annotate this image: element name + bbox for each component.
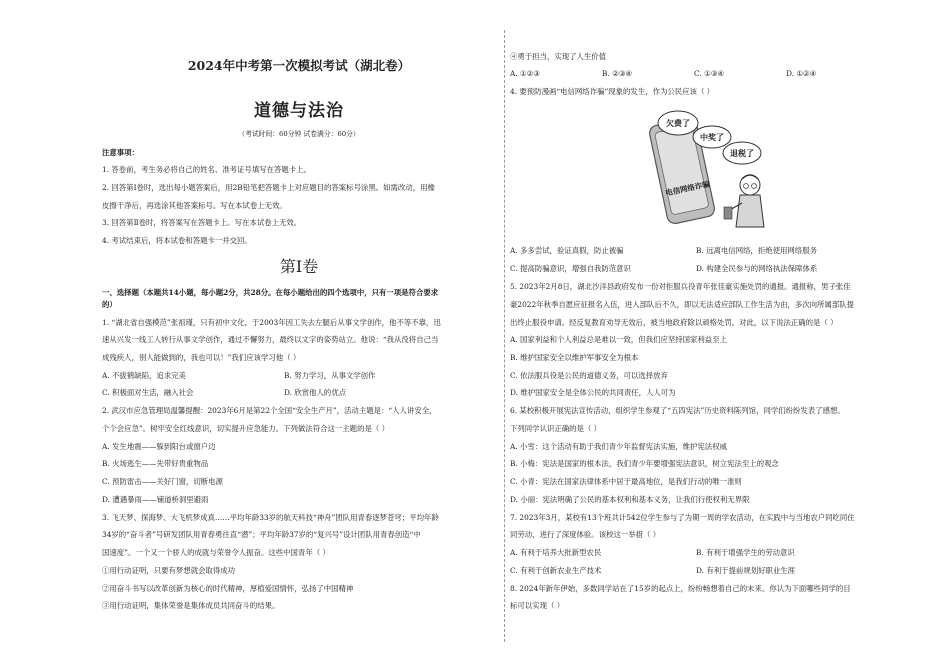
question-8-line: 标可以实现（ ） — [510, 601, 565, 610]
q6-option-c[interactable]: C. 小青：宪法在国家法律体系中居于最高地位，是我们行动的唯一准则 — [510, 477, 742, 486]
q3-statement: ③用行动证明，集体荣誉是集体成员共同奋斗的结果。 — [102, 601, 280, 610]
q1-option-a[interactable]: A. 不拔鹤缺陷，追求完美 — [102, 371, 186, 380]
q2-option-d[interactable]: D. 遭遇暴雨——铺道桥洞里避雨 — [102, 495, 209, 504]
q7-option-a[interactable]: A. 有利于培养大批新型农民 — [510, 548, 602, 557]
fraud-cartoon — [630, 103, 780, 233]
q3-option-c[interactable]: C. ①③④ — [694, 69, 724, 78]
q3-option-b[interactable]: B. ②③④ — [602, 69, 633, 78]
note-line: 1. 答卷前，考生务必将自己的姓名、准考证号填写在答题卡上。 — [102, 165, 311, 174]
q1-option-d[interactable]: D. 欣赏他人的优点 — [284, 388, 347, 397]
bubble-text: 中奖了 — [700, 133, 724, 142]
question-1-line: 速从兴发一线工人转行从事文学创作，通过不懈努力，最终以文字的姿势站立。他说：“我从没将自己当 — [102, 335, 439, 344]
q5-option-a[interactable]: A. 国家利益和个人利益总是难以一致，但我们应坚持国家利益至上 — [510, 335, 727, 344]
question-6-line: 下列同学认识正确的是（ ） — [510, 424, 602, 433]
q4-option-a[interactable]: A. 多多尝试，验证真假，防止被骗 — [510, 246, 624, 255]
q1-option-c[interactable]: C. 积极面对生活，融入社会 — [102, 388, 194, 397]
column-divider — [504, 30, 505, 642]
bubble-text: 退税了 — [730, 149, 754, 158]
question-8-line: 8. 2024年新年伊始，多数同学站在了15岁的起点上，纷纷畅想着自己的未来。你认为下面哪些同学的目 — [510, 584, 851, 593]
q4-option-d[interactable]: D. 构建全民参与的网络执法保障体系 — [696, 264, 818, 273]
q4-option-b[interactable]: B. 远离电信网络，拒绝使用网络服务 — [696, 246, 817, 255]
q7-option-d[interactable]: D. 有利于提前规划好职业生涯 — [696, 566, 796, 575]
q5-option-b[interactable]: B. 维护国家安全以维护军事安全为根本 — [510, 353, 639, 362]
q3-statement: ②用奋斗书写以改革创新为核心的时代精神，厚植爱国情怀，弘扬了中国精神 — [102, 584, 354, 593]
part-title: 第Ⅰ卷 — [279, 257, 319, 276]
question-1-line: 1. “湖北省自强模范”张祖瑾，只有初中文化，于2003年因工失去左腿后从事文学创作，他不等不靠，迅 — [102, 318, 441, 327]
section-heading: 的） — [102, 300, 117, 309]
q5-option-c[interactable]: C. 依法服兵役是公民的道德义务，可以选择放弃 — [510, 371, 668, 380]
q3-statement: ①用行动证明，只要有梦想就会取得成功 — [102, 566, 236, 575]
note-line: 2. 回答第Ⅰ卷时，选出每小题答案后，用2B铅笔把答题卡上对应题目的答案标号涂黑。如需改动，用橡 — [102, 183, 435, 192]
note-line: 皮擦干净后，再选涂其他答案标号。写在本试卷上无效。 — [102, 201, 287, 210]
q2-option-b[interactable]: B. 火场逃生——先带好贵重物品 — [102, 459, 209, 468]
section-heading: 一、选择题（本题共14小题，每小题2分，共28分。在每小题给出的四个选项中，只有一项是符合要求 — [102, 288, 439, 297]
question-3-line: 3. 飞天梦、探海梦、大飞机梦成真……平均年龄33岁的航天科技“神舟”团队用青春逐梦苍穹；平均年龄 — [102, 513, 439, 522]
q3-statement: ④勇于担当，实现了人生价值 — [510, 52, 607, 61]
note-line: 3. 回答第Ⅱ卷时，将答案写在答题卡上。写在本试卷上无效。 — [102, 218, 302, 227]
q3-option-d[interactable]: D. ①②④ — [786, 69, 817, 78]
q2-option-c[interactable]: C. 预防雷击——关好门窗，切断电源 — [102, 477, 223, 486]
question-4-line: 4. 要预防漫画“电信网络诈骗”现象的发生，作为公民应该（ ） — [510, 87, 715, 96]
question-3-line: 34岁的“奋斗者”号研发团队用青春勇往直“潜”；平均年龄37岁的“复兴号”设计团队用青春创造“中 — [102, 530, 421, 539]
question-5-line: 豪2022年秋季自愿应征报名入伍，进入部队后不久，即以无法适应部队工作生活为由，多次向所属部队提 — [510, 300, 855, 309]
q6-option-a[interactable]: A. 小雪：这个活动有助于我们青少年监督宪法实施，维护宪法权威 — [510, 442, 727, 451]
time-info: （考试时间：60分钟 试卷满分：60分） — [238, 130, 360, 138]
phone-label: 电信网络诈骗 — [664, 179, 711, 198]
person-illustration — [724, 175, 764, 227]
question-5-line: 出终止服役申请。经反复教育劝导无效后，被当地政府除以顽格处罚。对此，以下说法正确的是（ ） — [510, 318, 838, 327]
question-7-line: 同劳动，进行了深度体验。该校这一举措（ ） — [510, 530, 661, 539]
bubble-text: 欠费了 — [666, 119, 690, 128]
q7-option-c[interactable]: C. 有利于创新农业生产技术 — [510, 566, 602, 575]
question-2-line: 个个会应急”。树牢安全红线意识，切实提升应急能力。下列做法符合这一主题的是（ ） — [102, 424, 389, 433]
q6-option-b[interactable]: B. 小梅：宪法是国家的根本法，我们青少年要增强宪法意识，树立宪法至上的观念 — [510, 459, 779, 468]
q7-option-b[interactable]: B. 有利于增强学生的劳动意识 — [696, 548, 795, 557]
question-1-line: 成残疾人，别人能做到的，我也可以！”我们应该学习他（ ） — [102, 353, 301, 362]
q3-option-a[interactable]: A. ①②③ — [510, 69, 540, 78]
note-line: 4. 考试结束后，将本试卷和答题卡一并交回。 — [102, 236, 252, 245]
question-2-line: 2. 武汉市应急管理局温馨提醒：2023年6月是第22个全国“安全生产月”，活动主题是：“人人讲安全， — [102, 406, 437, 415]
question-5-line: 5. 2023年2月8日，湖北沙洋县政府发布一份对拒服兵役青年张佳豪实施处罚的通报。通报称，男子张佳 — [510, 282, 851, 291]
question-3-line: 国速度”。一个又一个骄人的成就与荣誉令人振奋。这些中国青年（ ） — [102, 548, 330, 557]
exam-title: 2024年中考第一次模拟考试（湖北卷） — [187, 58, 411, 73]
notes-heading: 注意事项： — [102, 148, 139, 157]
q1-option-b[interactable]: B. 努力学习，从事文学创作 — [284, 371, 376, 380]
subject-title: 道德与法治 — [254, 101, 344, 121]
question-6-line: 6. 某校积极开展宪法宣传活动，组织学生参观了“五四宪法”历史资料陈列馆，同学们纷纷发表了感想。 — [510, 406, 845, 415]
q4-option-c[interactable]: C. 提高防骗意识，增强自我防范意识 — [510, 264, 631, 273]
q5-option-d[interactable]: D. 维护国家安全是全体公民的共同责任，人人可为 — [510, 388, 676, 397]
q6-option-d[interactable]: D. 小丽：宪法明确了公民的基本权利和基本义务，让我们行使权利无界限 — [510, 495, 750, 504]
question-7-line: 7. 2023年3月，某校有13个班共计542位学生参与了为期一周的学农活动，在实践中与当地农户同吃同住 — [510, 513, 855, 522]
q2-option-a[interactable]: A. 发生地震——躲到阳台或窗户边 — [102, 442, 216, 451]
